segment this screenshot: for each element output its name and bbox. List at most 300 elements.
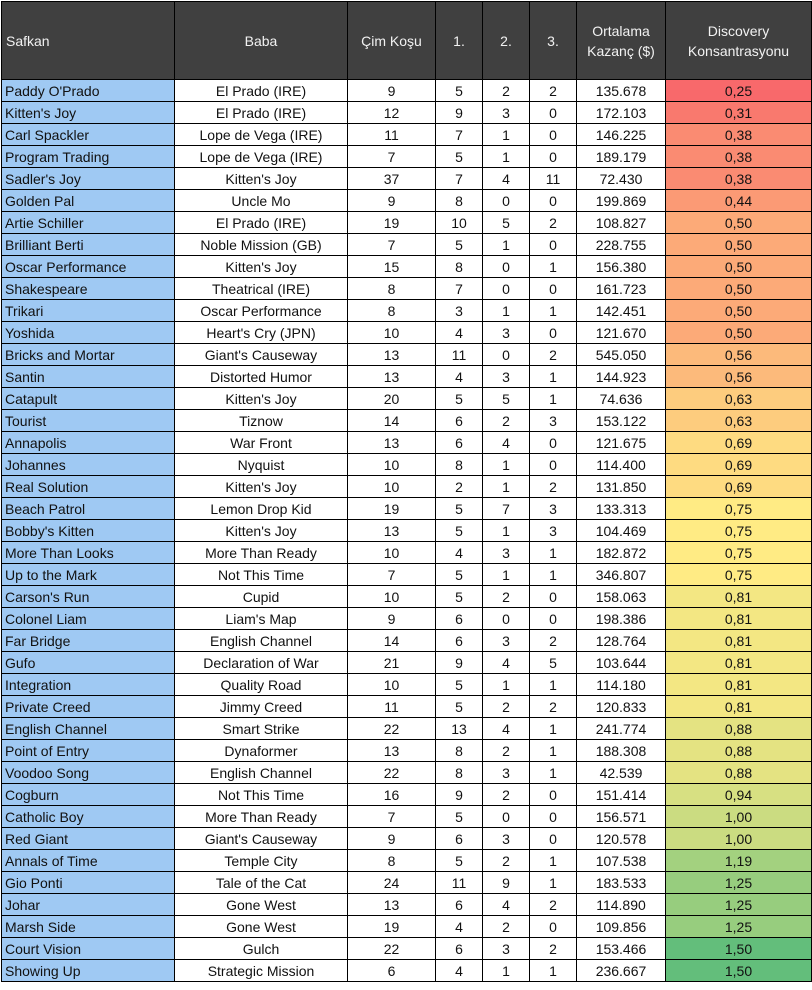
second-cell[interactable]: 9: [483, 872, 530, 894]
sire-cell[interactable]: Kitten's Joy: [175, 388, 348, 410]
concentration-cell[interactable]: 0,50: [666, 212, 812, 234]
avg-earnings-cell[interactable]: 172.103: [577, 102, 666, 124]
table-row[interactable]: [2, 542, 812, 564]
third-cell[interactable]: 0: [530, 102, 577, 124]
concentration-cell[interactable]: 1,50: [666, 938, 812, 960]
sire-cell[interactable]: El Prado (IRE): [175, 80, 348, 102]
table-row[interactable]: [2, 916, 812, 938]
table-row[interactable]: [2, 322, 812, 344]
first-cell[interactable]: 5: [436, 520, 483, 542]
sire-cell[interactable]: Theatrical (IRE): [175, 278, 348, 300]
second-cell[interactable]: 1: [483, 960, 530, 982]
sire-cell[interactable]: Lemon Drop Kid: [175, 498, 348, 520]
third-cell[interactable]: 0: [530, 806, 577, 828]
table-row[interactable]: [2, 344, 812, 366]
avg-earnings-cell[interactable]: 158.063: [577, 586, 666, 608]
first-cell[interactable]: 13: [436, 718, 483, 740]
first-cell[interactable]: 5: [436, 80, 483, 102]
avg-earnings-cell[interactable]: 146.225: [577, 124, 666, 146]
concentration-cell[interactable]: 0,50: [666, 278, 812, 300]
sire-cell[interactable]: Tale of the Cat: [175, 872, 348, 894]
third-cell[interactable]: 2: [530, 476, 577, 498]
avg-earnings-cell[interactable]: 153.122: [577, 410, 666, 432]
second-cell[interactable]: 4: [483, 718, 530, 740]
third-cell[interactable]: 1: [530, 256, 577, 278]
turf-starts-cell[interactable]: 13: [348, 520, 436, 542]
horse-cell[interactable]: Far Bridge: [2, 630, 175, 652]
third-cell[interactable]: 1: [530, 542, 577, 564]
horse-cell[interactable]: English Channel: [2, 718, 175, 740]
first-cell[interactable]: 4: [436, 916, 483, 938]
sire-cell[interactable]: Nyquist: [175, 454, 348, 476]
table-row[interactable]: [2, 80, 812, 102]
turf-starts-cell[interactable]: 10: [348, 586, 436, 608]
table-row[interactable]: [2, 256, 812, 278]
concentration-cell[interactable]: 0,50: [666, 256, 812, 278]
second-cell[interactable]: 4: [483, 168, 530, 190]
avg-earnings-cell[interactable]: 114.890: [577, 894, 666, 916]
horse-cell[interactable]: Annals of Time: [2, 850, 175, 872]
sire-cell[interactable]: Quality Road: [175, 674, 348, 696]
turf-starts-cell[interactable]: 8: [348, 278, 436, 300]
horse-cell[interactable]: Showing Up: [2, 960, 175, 982]
second-cell[interactable]: 1: [483, 454, 530, 476]
horse-cell[interactable]: Red Giant: [2, 828, 175, 850]
first-cell[interactable]: 5: [436, 388, 483, 410]
table-row[interactable]: [2, 740, 812, 762]
first-cell[interactable]: 5: [436, 806, 483, 828]
sire-cell[interactable]: Kitten's Joy: [175, 168, 348, 190]
avg-earnings-cell[interactable]: 131.850: [577, 476, 666, 498]
horse-cell[interactable]: Shakespeare: [2, 278, 175, 300]
sire-cell[interactable]: Giant's Causeway: [175, 344, 348, 366]
second-cell[interactable]: 1: [483, 300, 530, 322]
concentration-cell[interactable]: 0,75: [666, 542, 812, 564]
concentration-cell[interactable]: 0,44: [666, 190, 812, 212]
horse-cell[interactable]: Carl Spackler: [2, 124, 175, 146]
sire-cell[interactable]: Temple City: [175, 850, 348, 872]
sire-cell[interactable]: El Prado (IRE): [175, 102, 348, 124]
header-concentration[interactable]: [666, 2, 812, 80]
concentration-cell[interactable]: 0,38: [666, 146, 812, 168]
concentration-cell[interactable]: 0,88: [666, 762, 812, 784]
sire-cell[interactable]: Heart's Cry (JPN): [175, 322, 348, 344]
table-row[interactable]: [2, 674, 812, 696]
sire-cell[interactable]: Dynaformer: [175, 740, 348, 762]
third-cell[interactable]: 0: [530, 784, 577, 806]
concentration-cell[interactable]: 0,56: [666, 344, 812, 366]
turf-starts-cell[interactable]: 11: [348, 696, 436, 718]
third-cell[interactable]: 0: [530, 124, 577, 146]
third-cell[interactable]: 0: [530, 586, 577, 608]
avg-earnings-cell[interactable]: 114.180: [577, 674, 666, 696]
table-row[interactable]: [2, 212, 812, 234]
table-row[interactable]: [2, 124, 812, 146]
first-cell[interactable]: 11: [436, 344, 483, 366]
turf-starts-cell[interactable]: 13: [348, 366, 436, 388]
concentration-cell[interactable]: 0,50: [666, 234, 812, 256]
first-cell[interactable]: 11: [436, 872, 483, 894]
avg-earnings-cell[interactable]: 107.538: [577, 850, 666, 872]
avg-earnings-cell[interactable]: 114.400: [577, 454, 666, 476]
concentration-cell[interactable]: 0,69: [666, 476, 812, 498]
first-cell[interactable]: 4: [436, 322, 483, 344]
sire-cell[interactable]: Lope de Vega (IRE): [175, 146, 348, 168]
concentration-cell[interactable]: 0,75: [666, 498, 812, 520]
concentration-cell[interactable]: 0,69: [666, 454, 812, 476]
third-cell[interactable]: 0: [530, 828, 577, 850]
concentration-cell[interactable]: 0,38: [666, 168, 812, 190]
first-cell[interactable]: 5: [436, 234, 483, 256]
turf-starts-cell[interactable]: 6: [348, 960, 436, 982]
table-row[interactable]: [2, 278, 812, 300]
horse-cell[interactable]: Bricks and Mortar: [2, 344, 175, 366]
third-cell[interactable]: 0: [530, 322, 577, 344]
first-cell[interactable]: 3: [436, 300, 483, 322]
avg-earnings-cell[interactable]: 161.723: [577, 278, 666, 300]
sire-cell[interactable]: More Than Ready: [175, 542, 348, 564]
table-row[interactable]: [2, 168, 812, 190]
horse-cell[interactable]: Brilliant Berti: [2, 234, 175, 256]
second-cell[interactable]: 0: [483, 608, 530, 630]
first-cell[interactable]: 5: [436, 146, 483, 168]
first-cell[interactable]: 7: [436, 168, 483, 190]
sire-cell[interactable]: Strategic Mission: [175, 960, 348, 982]
turf-starts-cell[interactable]: 9: [348, 828, 436, 850]
table-row[interactable]: [2, 608, 812, 630]
avg-earnings-cell[interactable]: 346.807: [577, 564, 666, 586]
second-cell[interactable]: 0: [483, 278, 530, 300]
turf-starts-cell[interactable]: 14: [348, 630, 436, 652]
avg-earnings-cell[interactable]: 198.386: [577, 608, 666, 630]
horse-cell[interactable]: Bobby's Kitten: [2, 520, 175, 542]
third-cell[interactable]: 1: [530, 850, 577, 872]
third-cell[interactable]: 0: [530, 454, 577, 476]
concentration-cell[interactable]: 0,63: [666, 410, 812, 432]
table-row[interactable]: [2, 850, 812, 872]
second-cell[interactable]: 0: [483, 344, 530, 366]
horse-cell[interactable]: Oscar Performance: [2, 256, 175, 278]
concentration-cell[interactable]: 0,50: [666, 300, 812, 322]
third-cell[interactable]: 1: [530, 960, 577, 982]
second-cell[interactable]: 2: [483, 916, 530, 938]
table-row[interactable]: [2, 762, 812, 784]
turf-starts-cell[interactable]: 19: [348, 916, 436, 938]
turf-starts-cell[interactable]: 12: [348, 102, 436, 124]
turf-starts-cell[interactable]: 16: [348, 784, 436, 806]
avg-earnings-cell[interactable]: 72.430: [577, 168, 666, 190]
concentration-cell[interactable]: 0,75: [666, 520, 812, 542]
sire-cell[interactable]: War Front: [175, 432, 348, 454]
horse-cell[interactable]: Tourist: [2, 410, 175, 432]
concentration-cell[interactable]: 0,94: [666, 784, 812, 806]
avg-earnings-cell[interactable]: 189.179: [577, 146, 666, 168]
avg-earnings-cell[interactable]: 236.667: [577, 960, 666, 982]
third-cell[interactable]: 2: [530, 80, 577, 102]
horse-cell[interactable]: Paddy O'Prado: [2, 80, 175, 102]
first-cell[interactable]: 2: [436, 476, 483, 498]
table-row[interactable]: [2, 564, 812, 586]
horse-cell[interactable]: Court Vision: [2, 938, 175, 960]
horse-cell[interactable]: Program Trading: [2, 146, 175, 168]
horse-cell[interactable]: Integration: [2, 674, 175, 696]
avg-earnings-cell[interactable]: 228.755: [577, 234, 666, 256]
horse-cell[interactable]: Catholic Boy: [2, 806, 175, 828]
turf-starts-cell[interactable]: 22: [348, 762, 436, 784]
sire-cell[interactable]: Not This Time: [175, 564, 348, 586]
concentration-cell[interactable]: 0,69: [666, 432, 812, 454]
second-cell[interactable]: 2: [483, 740, 530, 762]
sire-cell[interactable]: Lope de Vega (IRE): [175, 124, 348, 146]
table-row[interactable]: [2, 234, 812, 256]
avg-earnings-cell[interactable]: 183.533: [577, 872, 666, 894]
table-row[interactable]: [2, 366, 812, 388]
turf-starts-cell[interactable]: 7: [348, 806, 436, 828]
concentration-cell[interactable]: 1,50: [666, 960, 812, 982]
horse-cell[interactable]: Gio Ponti: [2, 872, 175, 894]
concentration-cell[interactable]: 0,81: [666, 674, 812, 696]
concentration-cell[interactable]: 0,81: [666, 586, 812, 608]
table-row[interactable]: [2, 498, 812, 520]
horse-cell[interactable]: More Than Looks: [2, 542, 175, 564]
table-row[interactable]: [2, 828, 812, 850]
first-cell[interactable]: 9: [436, 784, 483, 806]
second-cell[interactable]: 4: [483, 894, 530, 916]
third-cell[interactable]: 1: [530, 718, 577, 740]
turf-starts-cell[interactable]: 37: [348, 168, 436, 190]
first-cell[interactable]: 6: [436, 828, 483, 850]
sire-cell[interactable]: Distorted Humor: [175, 366, 348, 388]
third-cell[interactable]: 1: [530, 740, 577, 762]
third-cell[interactable]: 3: [530, 498, 577, 520]
table-row[interactable]: [2, 102, 812, 124]
first-cell[interactable]: 6: [436, 432, 483, 454]
horse-cell[interactable]: Point of Entry: [2, 740, 175, 762]
avg-earnings-cell[interactable]: 545.050: [577, 344, 666, 366]
third-cell[interactable]: 0: [530, 190, 577, 212]
second-cell[interactable]: 2: [483, 850, 530, 872]
sire-cell[interactable]: English Channel: [175, 630, 348, 652]
third-cell[interactable]: 0: [530, 234, 577, 256]
table-row[interactable]: [2, 146, 812, 168]
horse-cell[interactable]: Marsh Side: [2, 916, 175, 938]
turf-starts-cell[interactable]: 10: [348, 476, 436, 498]
second-cell[interactable]: 4: [483, 652, 530, 674]
sire-cell[interactable]: Kitten's Joy: [175, 476, 348, 498]
table-row[interactable]: [2, 938, 812, 960]
third-cell[interactable]: 0: [530, 608, 577, 630]
second-cell[interactable]: 3: [483, 762, 530, 784]
third-cell[interactable]: 0: [530, 916, 577, 938]
horse-cell[interactable]: Johar: [2, 894, 175, 916]
turf-starts-cell[interactable]: 9: [348, 608, 436, 630]
table-row[interactable]: [2, 630, 812, 652]
first-cell[interactable]: 4: [436, 366, 483, 388]
first-cell[interactable]: 6: [436, 630, 483, 652]
turf-starts-cell[interactable]: 9: [348, 190, 436, 212]
horse-cell[interactable]: Johannes: [2, 454, 175, 476]
turf-starts-cell[interactable]: 13: [348, 894, 436, 916]
avg-earnings-cell[interactable]: 128.764: [577, 630, 666, 652]
avg-earnings-cell[interactable]: 153.466: [577, 938, 666, 960]
header-turf-starts[interactable]: Çim Koşu: [348, 2, 436, 80]
concentration-cell[interactable]: 0,81: [666, 608, 812, 630]
turf-starts-cell[interactable]: 20: [348, 388, 436, 410]
first-cell[interactable]: 7: [436, 278, 483, 300]
avg-earnings-cell[interactable]: 121.670: [577, 322, 666, 344]
third-cell[interactable]: 5: [530, 652, 577, 674]
header-first[interactable]: 1.: [436, 2, 483, 80]
concentration-cell[interactable]: 1,25: [666, 894, 812, 916]
avg-earnings-cell[interactable]: 144.923: [577, 366, 666, 388]
third-cell[interactable]: 1: [530, 300, 577, 322]
turf-starts-cell[interactable]: 14: [348, 410, 436, 432]
second-cell[interactable]: 3: [483, 366, 530, 388]
sire-cell[interactable]: Not This Time: [175, 784, 348, 806]
avg-earnings-cell[interactable]: 182.872: [577, 542, 666, 564]
table-row[interactable]: [2, 388, 812, 410]
avg-earnings-cell[interactable]: 188.308: [577, 740, 666, 762]
turf-starts-cell[interactable]: 15: [348, 256, 436, 278]
table-row[interactable]: [2, 652, 812, 674]
table-row[interactable]: [2, 190, 812, 212]
sire-cell[interactable]: Liam's Map: [175, 608, 348, 630]
first-cell[interactable]: 5: [436, 564, 483, 586]
avg-earnings-cell[interactable]: 156.571: [577, 806, 666, 828]
avg-earnings-cell[interactable]: 104.469: [577, 520, 666, 542]
sire-cell[interactable]: More Than Ready: [175, 806, 348, 828]
sire-cell[interactable]: Tiznow: [175, 410, 348, 432]
third-cell[interactable]: 0: [530, 278, 577, 300]
sire-cell[interactable]: Smart Strike: [175, 718, 348, 740]
first-cell[interactable]: 8: [436, 256, 483, 278]
second-cell[interactable]: 0: [483, 806, 530, 828]
table-row[interactable]: [2, 784, 812, 806]
avg-earnings-cell[interactable]: 120.578: [577, 828, 666, 850]
third-cell[interactable]: 2: [530, 630, 577, 652]
horse-cell[interactable]: Sadler's Joy: [2, 168, 175, 190]
avg-earnings-cell[interactable]: 109.856: [577, 916, 666, 938]
turf-starts-cell[interactable]: 7: [348, 146, 436, 168]
sire-cell[interactable]: Noble Mission (GB): [175, 234, 348, 256]
third-cell[interactable]: 1: [530, 388, 577, 410]
concentration-cell[interactable]: 1,00: [666, 806, 812, 828]
table-row[interactable]: [2, 476, 812, 498]
concentration-cell[interactable]: 0,88: [666, 718, 812, 740]
second-cell[interactable]: 4: [483, 432, 530, 454]
first-cell[interactable]: 9: [436, 652, 483, 674]
turf-starts-cell[interactable]: 13: [348, 740, 436, 762]
avg-earnings-cell[interactable]: 241.774: [577, 718, 666, 740]
second-cell[interactable]: 5: [483, 212, 530, 234]
table-row[interactable]: [2, 520, 812, 542]
second-cell[interactable]: 1: [483, 234, 530, 256]
first-cell[interactable]: 8: [436, 740, 483, 762]
horse-cell[interactable]: Santin: [2, 366, 175, 388]
sire-cell[interactable]: Gone West: [175, 894, 348, 916]
turf-starts-cell[interactable]: 10: [348, 322, 436, 344]
concentration-cell[interactable]: 0,25: [666, 80, 812, 102]
third-cell[interactable]: 3: [530, 520, 577, 542]
sire-cell[interactable]: Declaration of War: [175, 652, 348, 674]
third-cell[interactable]: 2: [530, 938, 577, 960]
second-cell[interactable]: 2: [483, 696, 530, 718]
first-cell[interactable]: 8: [436, 190, 483, 212]
avg-earnings-cell[interactable]: 121.675: [577, 432, 666, 454]
second-cell[interactable]: 3: [483, 102, 530, 124]
third-cell[interactable]: 1: [530, 762, 577, 784]
first-cell[interactable]: 6: [436, 894, 483, 916]
avg-earnings-cell[interactable]: 42.539: [577, 762, 666, 784]
sire-cell[interactable]: Uncle Mo: [175, 190, 348, 212]
concentration-cell[interactable]: 0,56: [666, 366, 812, 388]
third-cell[interactable]: 2: [530, 894, 577, 916]
table-row[interactable]: [2, 300, 812, 322]
turf-starts-cell[interactable]: 19: [348, 498, 436, 520]
first-cell[interactable]: 6: [436, 608, 483, 630]
sire-cell[interactable]: Gulch: [175, 938, 348, 960]
horse-cell[interactable]: Cogburn: [2, 784, 175, 806]
third-cell[interactable]: 3: [530, 410, 577, 432]
table-row[interactable]: [2, 894, 812, 916]
second-cell[interactable]: 1: [483, 124, 530, 146]
header-horse[interactable]: Safkan: [2, 2, 175, 80]
header-second[interactable]: 2.: [483, 2, 530, 80]
horse-cell[interactable]: Up to the Mark: [2, 564, 175, 586]
horse-cell[interactable]: Kitten's Joy: [2, 102, 175, 124]
first-cell[interactable]: 5: [436, 498, 483, 520]
avg-earnings-cell[interactable]: 103.644: [577, 652, 666, 674]
turf-starts-cell[interactable]: 9: [348, 80, 436, 102]
third-cell[interactable]: 2: [530, 212, 577, 234]
first-cell[interactable]: 4: [436, 960, 483, 982]
second-cell[interactable]: 3: [483, 938, 530, 960]
avg-earnings-cell[interactable]: 120.833: [577, 696, 666, 718]
concentration-cell[interactable]: 0,88: [666, 740, 812, 762]
second-cell[interactable]: 2: [483, 80, 530, 102]
turf-starts-cell[interactable]: 24: [348, 872, 436, 894]
first-cell[interactable]: 5: [436, 850, 483, 872]
first-cell[interactable]: 8: [436, 454, 483, 476]
concentration-cell[interactable]: 0,81: [666, 652, 812, 674]
turf-starts-cell[interactable]: 19: [348, 212, 436, 234]
sire-cell[interactable]: Jimmy Creed: [175, 696, 348, 718]
second-cell[interactable]: 3: [483, 322, 530, 344]
second-cell[interactable]: 0: [483, 256, 530, 278]
turf-starts-cell[interactable]: 13: [348, 432, 436, 454]
first-cell[interactable]: 9: [436, 102, 483, 124]
third-cell[interactable]: 1: [530, 872, 577, 894]
sire-cell[interactable]: Kitten's Joy: [175, 520, 348, 542]
second-cell[interactable]: 7: [483, 498, 530, 520]
second-cell[interactable]: 2: [483, 586, 530, 608]
horse-cell[interactable]: Trikari: [2, 300, 175, 322]
horse-cell[interactable]: Catapult: [2, 388, 175, 410]
turf-starts-cell[interactable]: 7: [348, 564, 436, 586]
second-cell[interactable]: 1: [483, 564, 530, 586]
sire-cell[interactable]: Giant's Causeway: [175, 828, 348, 850]
second-cell[interactable]: 2: [483, 410, 530, 432]
concentration-cell[interactable]: 0,75: [666, 564, 812, 586]
concentration-cell[interactable]: 0,38: [666, 124, 812, 146]
concentration-cell[interactable]: 0,63: [666, 388, 812, 410]
avg-earnings-cell[interactable]: 135.678: [577, 80, 666, 102]
turf-starts-cell[interactable]: 21: [348, 652, 436, 674]
concentration-cell[interactable]: 1,19: [666, 850, 812, 872]
third-cell[interactable]: 1: [530, 674, 577, 696]
horse-cell[interactable]: Real Solution: [2, 476, 175, 498]
sire-cell[interactable]: English Channel: [175, 762, 348, 784]
